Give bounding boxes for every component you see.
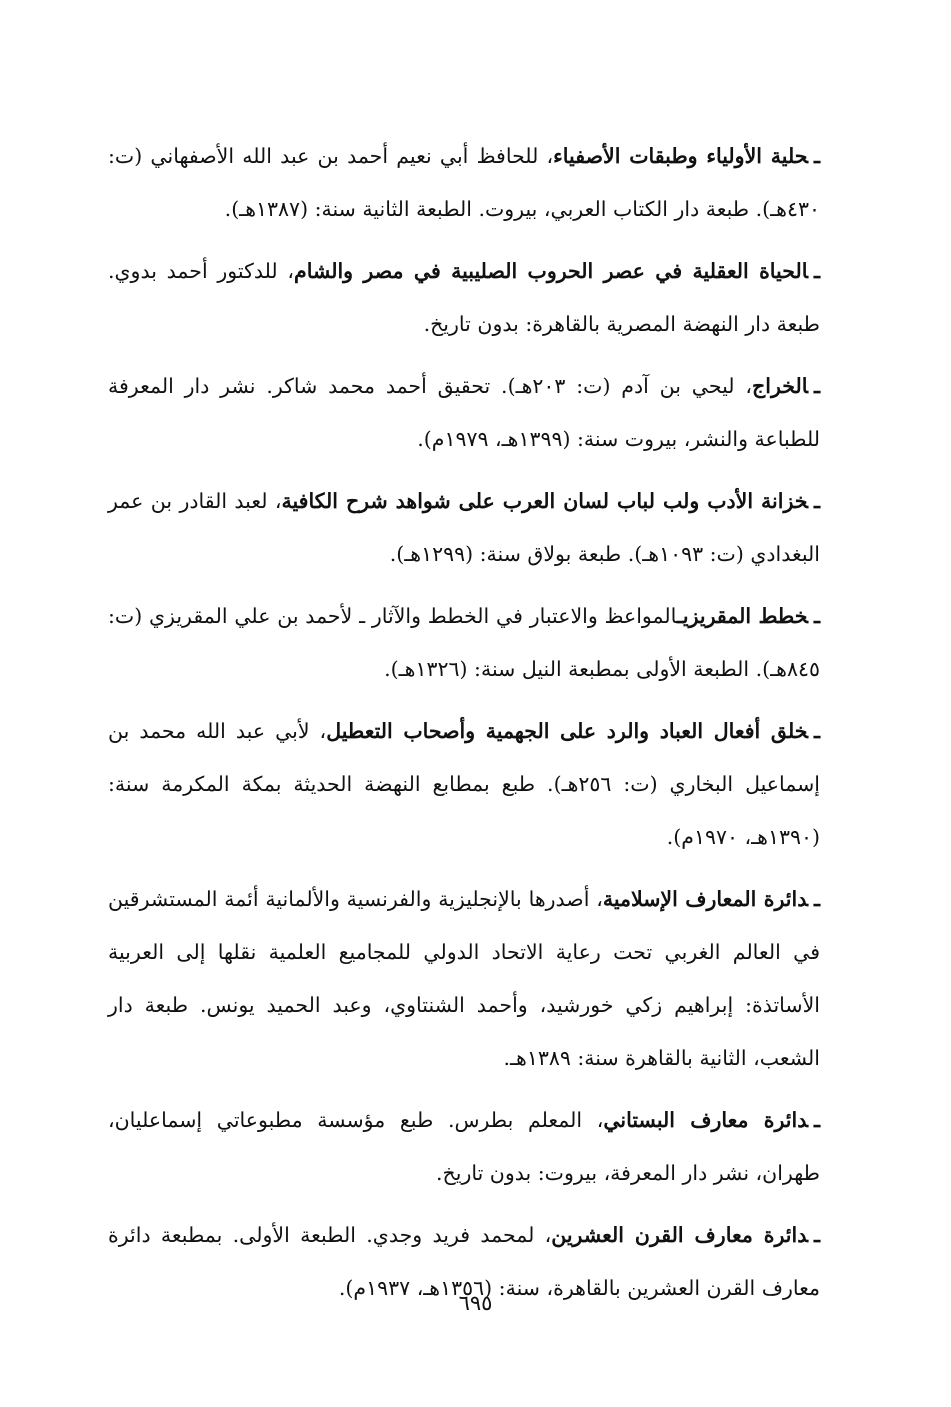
entry-text: ، للدكتور أحمد بدوي. طبعة دار النهضة المصرية بالقاهرة: بدون تاريخ. xyxy=(108,259,820,336)
entry-dash: ـ xyxy=(813,1108,820,1132)
entry-text: ، لعبد القادر بن عمر البغدادي (ت: ١٠٩٣هـ). طبعة بولاق سنة: (١٢٩٩هـ). xyxy=(108,489,820,566)
bibliography-entry xyxy=(108,590,820,696)
bibliography-entry xyxy=(108,360,820,466)
entry-title: خزانة الأدب ولب لباب لسان العرب على شواهد شرح الكافية xyxy=(281,489,808,513)
bibliography-entry xyxy=(108,873,820,1085)
bibliography-page xyxy=(108,130,820,1324)
bibliography-entry xyxy=(108,1094,820,1200)
entry-title: دائرة المعارف الإسلامية xyxy=(602,887,808,911)
entry-dash: ـ xyxy=(813,887,820,911)
entry-text: ، لأبي عبد الله محمد بن إسماعيل البخاري (ت: ٢٥٦هـ). طبع بمطابع النهضة الحديثة بمكة المكرمة سنة: (١٣٩٠هـ، ١٩٧٠م). xyxy=(108,719,820,849)
entry-text: ، المعلم بطرس. طبع مؤسسة مطبوعاتي إسماعليان، طهران، نشر دار المعرفة، بيروت: بدون تاريخ. xyxy=(108,1108,820,1185)
entry-dash: ـ xyxy=(813,1223,820,1247)
entry-text: ، لمحمد فريد وجدي. الطبعة الأولى. بمطبعة دائرة معارف القرن العشرين بالقاهرة، سنة: (١٣٥٦هـ، ١٩٣٧م). xyxy=(108,1223,820,1300)
entry-title: دائرة معارف البستاني xyxy=(603,1108,808,1132)
entry-title: الحياة العقلية في عصر الحروب الصليبية في مصر والشام xyxy=(294,259,808,283)
entry-text: ، أصدرها بالإنجليزية والفرنسية والألمانية أئمة المستشرقين في العالم الغربي تحت رعاية الاتحاد الدولي للمجاميع العلمية نقلها إلى العربية الأساتذة: إبراهيم زكي خورشيد، وأحمد الشنتاوي، وعبد الحميد يونس. طبعة دار الشعب، الثانية بالقاهرة سنة: ١٣٨٩هـ. xyxy=(108,887,820,1070)
bibliography-entry xyxy=(108,705,820,864)
entry-dash: ـ xyxy=(813,259,820,283)
entry-dash: ـ xyxy=(813,144,820,168)
entry-text: المواعظ والاعتبار في الخطط والآثار ـ لأحمد بن علي المقريزي (ت: ٨٤٥هـ). الطبعة الأولى بمطبعة النيل سنة: (١٣٢٦هـ). xyxy=(108,604,820,681)
entry-title: دائرة معارف القرن العشرين xyxy=(551,1223,808,1247)
entry-title: خلق أفعال العباد والرد على الجهمية وأصحاب التعطيل xyxy=(326,719,808,743)
bibliography-entry xyxy=(108,475,820,581)
bibliography-entry xyxy=(108,245,820,351)
entry-title: حلية الأولياء وطبقات الأصفياء xyxy=(553,144,808,168)
entry-title: الخراج xyxy=(752,374,808,398)
entry-text: ، للحافظ أبي نعيم أحمد بن عبد الله الأصفهاني (ت: ٤٣٠هـ). طبعة دار الكتاب العربي، بيروت. الطبعة الثانية سنة: (١٣٨٧هـ). xyxy=(108,144,820,221)
entry-dash: ـ xyxy=(814,719,821,743)
entry-dash: ـ xyxy=(813,374,820,398)
entry-title: خطط المقريزيـ xyxy=(676,604,808,628)
entry-dash: ـ xyxy=(813,489,820,513)
bibliography-entry xyxy=(108,130,820,236)
entry-dash: ـ xyxy=(813,604,820,628)
page-number: ٦٩٥ xyxy=(458,1291,493,1315)
entry-text: ، ليحي بن آدم (ت: ٢٠٣هـ). تحقيق أحمد محمد شاكر. نشر دار المعرفة للطباعة والنشر، بيروت سنة: (١٣٩٩هـ، ١٩٧٩م). xyxy=(108,374,820,451)
